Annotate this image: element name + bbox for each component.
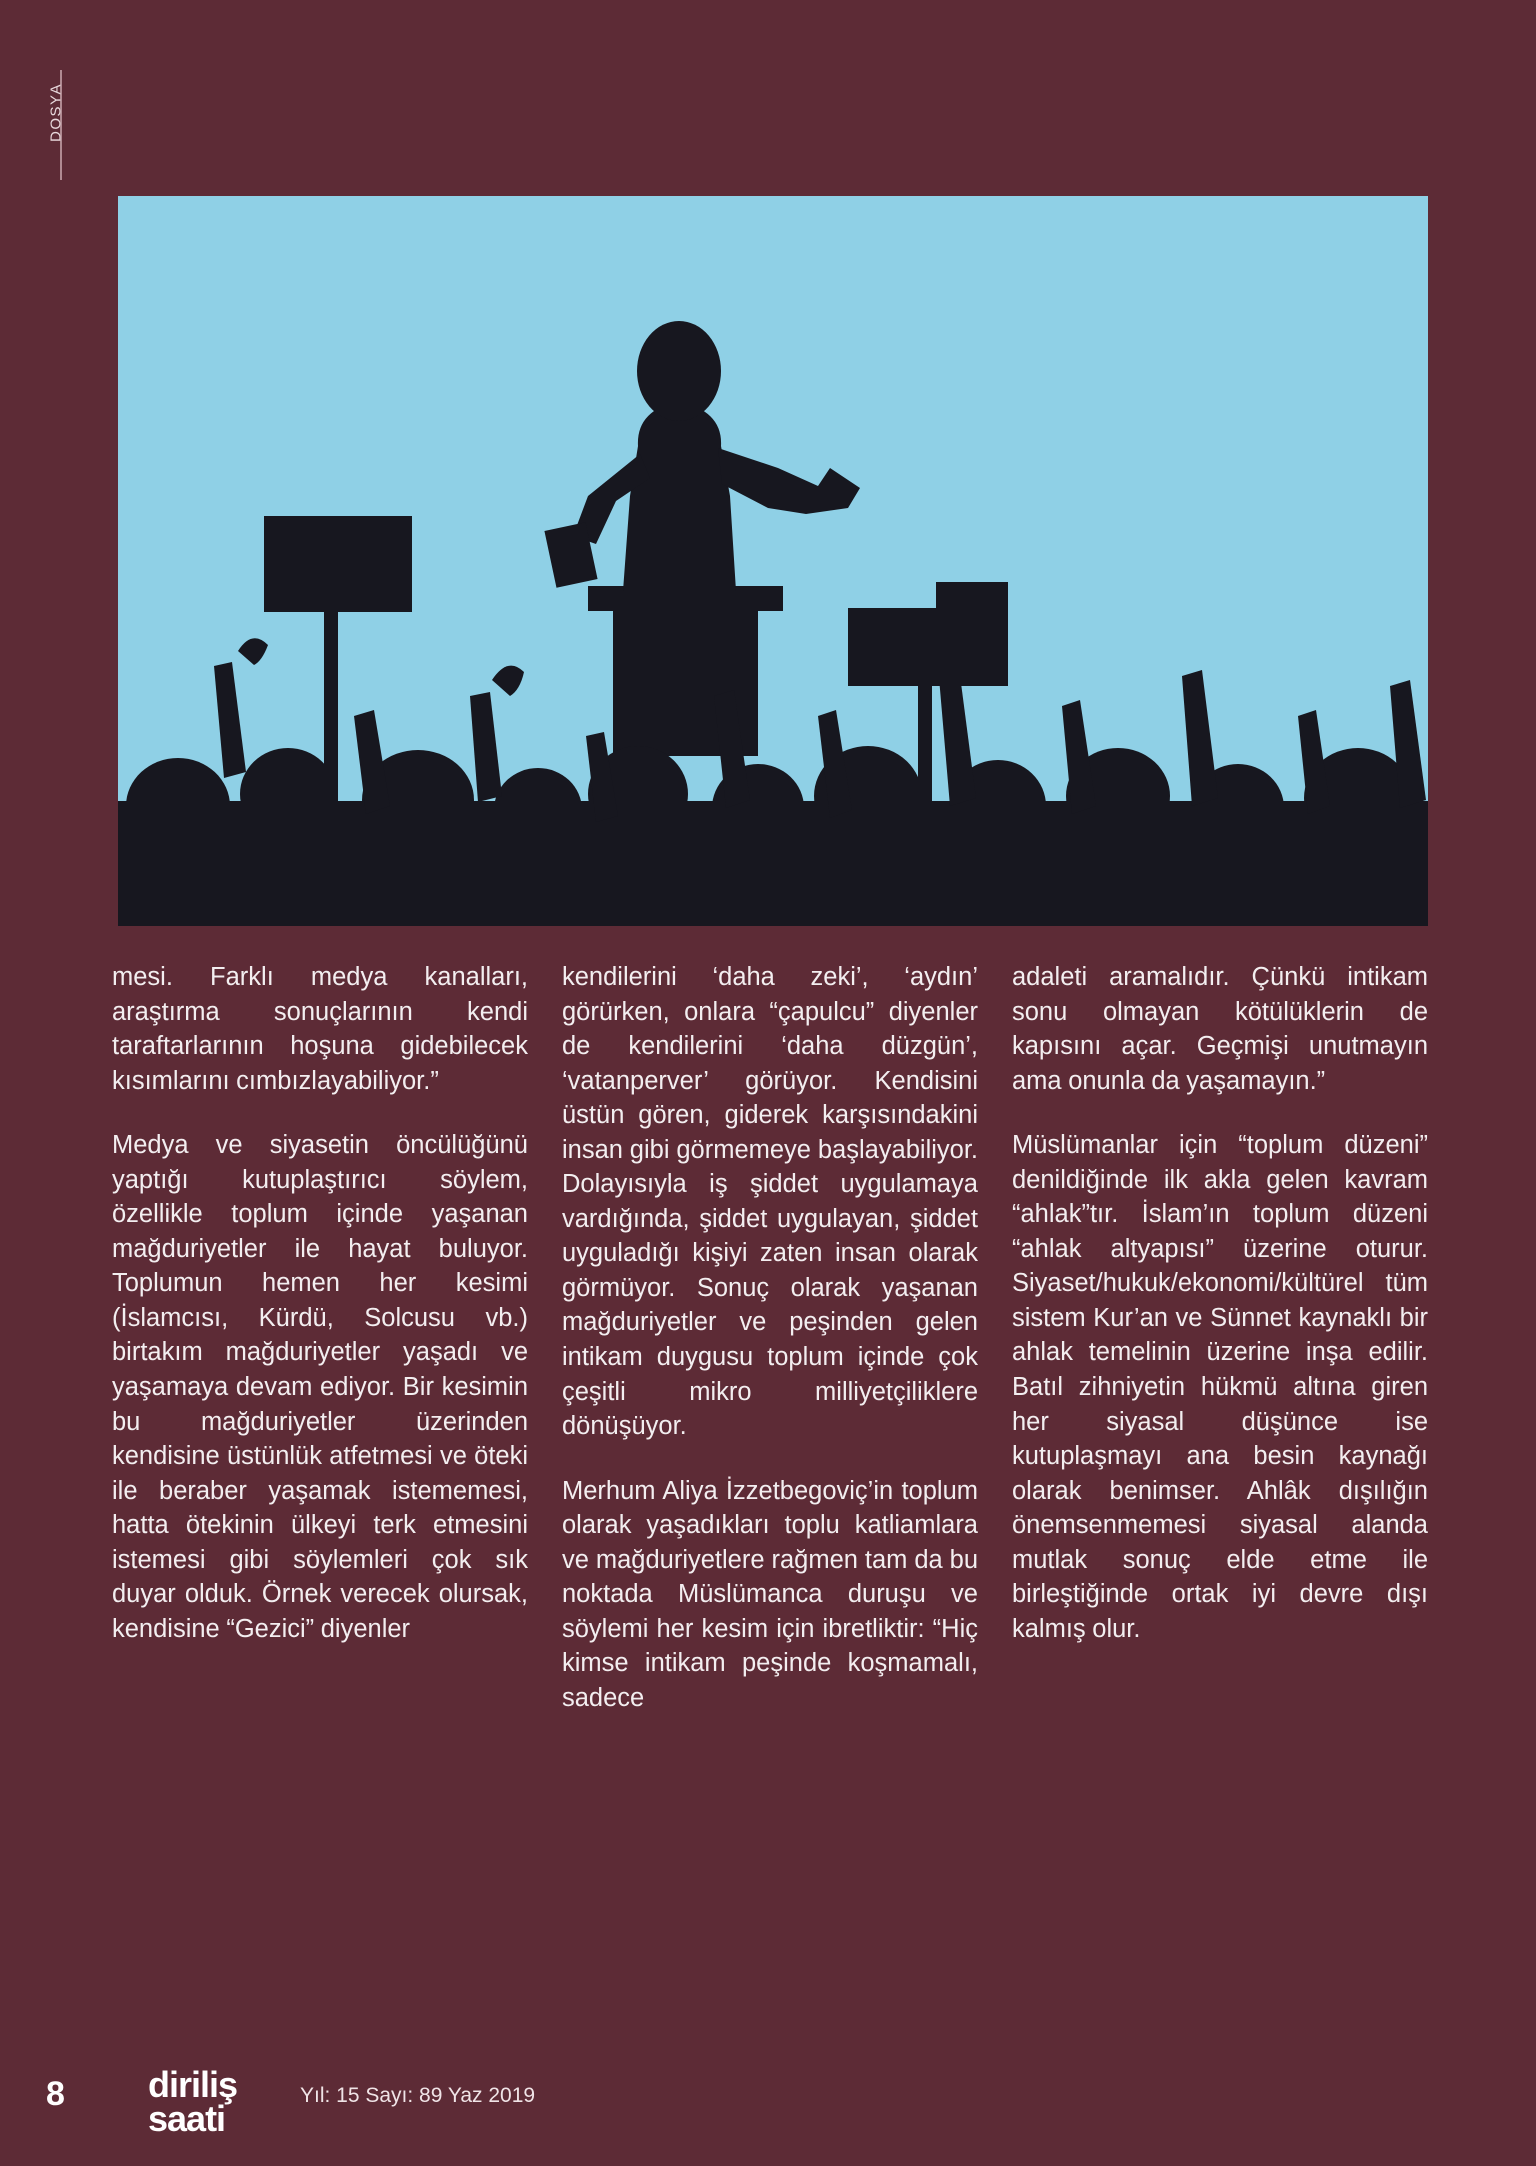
page-number: 8 [46,2075,65,2113]
logo-line-1: diriliş [148,2064,238,2106]
paragraph: mesi. Farklı medya kanalları, araştırma sonuçlarının kendi taraftarlarının hoşuna gidebilecek kısımlarını cımbızlayabiliyor.” [112,963,528,1095]
article-body [112,960,1428,1715]
publication-logo [148,2064,238,2140]
paragraph: Merhum Aliya İzzetbegoviç’in toplum olarak yaşadıkları toplu katliamlara ve mağduriyetlere rağmen tam da bu noktada Müslümanca duruşu ve söylemi her kesim için ibretliktir: “Hiç kimse intikam peşinde koşmamalı, sadece [562,1476,978,1712]
protest-crowd-illustration [118,196,1428,926]
text-column-3 [1012,960,1428,1715]
paragraph: Müslümanlar için “toplum düzeni” denildiğinde ilk akla gelen kavram “ahlak”tır. İslam’ın toplum düzeni “ahlak altyapısı” üzerine oturur. Siyaset/hukuk/ekonomi/kültürel tüm sistem Kur’an ve Sünnet kaynaklı bir ahlak temelinin üzerine inşa edilir. Batıl zihniyetin hükmü altına giren her siyasal düşünce ise kutuplaşmayı ana besin kaynağı olarak benimser. Ahlâk dışılığın önemsenmemesi siyasal alanda mutlak sonuç elde etme ile birleştiğinde ortak iyi devre dışı kalmış olur. [1012,1131,1428,1643]
paragraph: adaleti aramalıdır. Çünkü intikam sonu olmayan kötülüklerin de kapısını açar. Geçmişi unutmayın ama onunla da yaşamayın.” [1012,963,1428,1095]
paragraph: kendilerini ‘daha zeki’, ‘aydın’ görürken, onlara “çapulcu” diyenler de kendilerini ‘daha düzgün’, ‘vatanperver’ görüyor. Kendisini üstün gören, giderek karşısındakini insan gibi görmemeye başlayabiliyor. Dolayısıyla iş şiddet uygulamaya vardığında, şiddet uygulayan, şiddet uyguladığı kişiyi zaten insan olarak görmüyor. Sonuç olarak yaşanan mağduriyetler ve peşinden gelen intikam duygusu toplum içinde çok çeşitli mikro milliyetçiliklere dönüşüyor. [562,963,978,1441]
logo-line-2: saati [148,2098,226,2140]
section-tab [36,70,65,180]
issue-info: Yıl: 15 Sayı: 89 Yaz 2019 [300,2084,536,2107]
text-column-2 [562,960,978,1715]
article-photo [118,196,1428,926]
text-column-1 [112,960,528,1715]
section-tab-label: DOSYA [47,83,65,142]
paragraph: Medya ve siyasetin öncülüğünü yaptığı kutuplaştırıcı söylem, özellikle toplum içinde yaşanan mağduriyetler ile hayat buluyor. Toplumun hemen her kesimi (İslamcısı, Kürdü, Solcusu vb.) birtakım mağduriyetler yaşadı ve yaşamaya devam ediyor. Bir kesimin bu mağduriyetler üzerinden kendisine üstünlük atfetmesi ve öteki ile beraber yaşamak istememesi, hatta ötekinin ülkeyi terk etmesini istemesi gibi söylemleri çok sık duyar olduk. Örnek verecek olursak, kendisine “Gezici” diyenler [112,1131,528,1643]
page-footer [0,2028,1536,2166]
